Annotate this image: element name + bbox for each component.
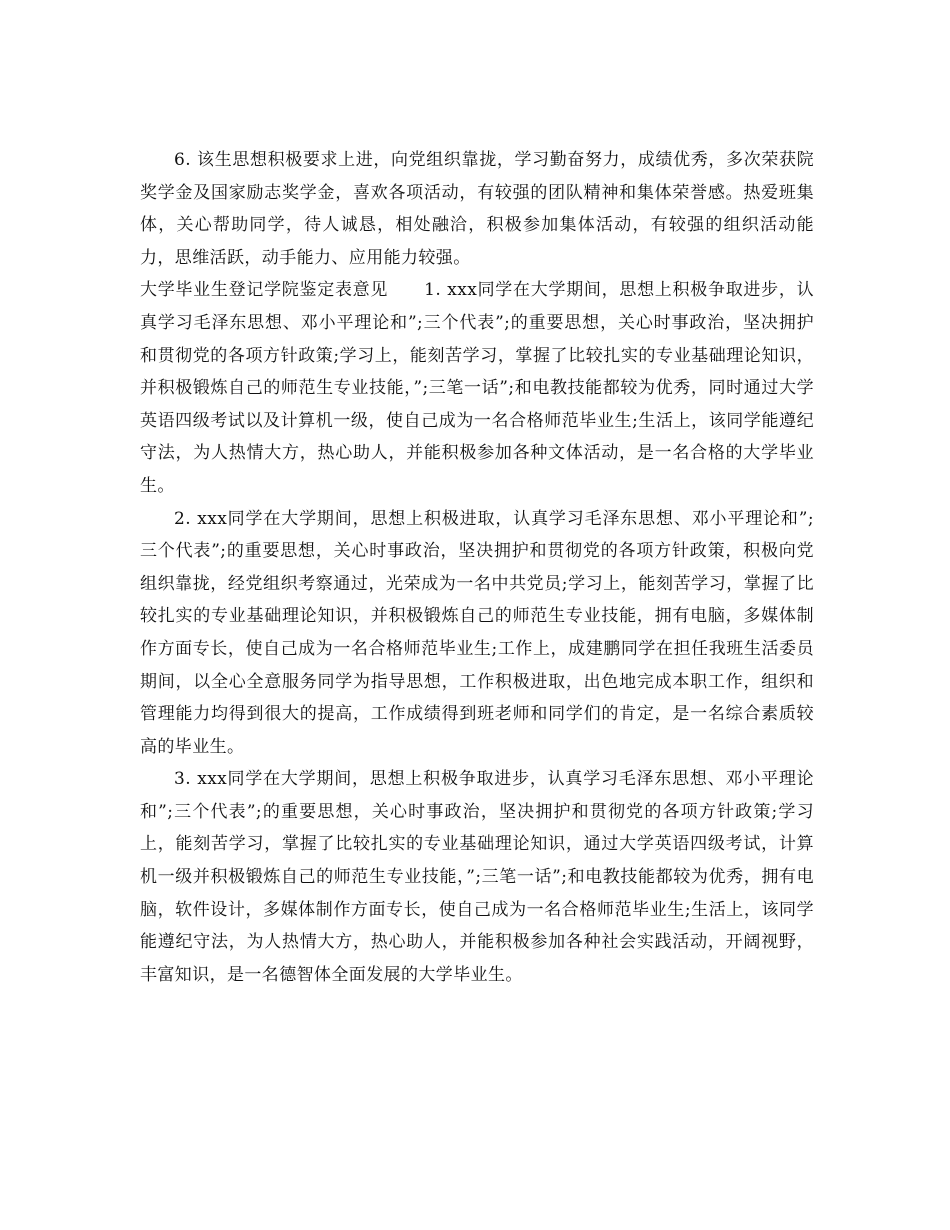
paragraph-1 xyxy=(140,274,814,502)
paragraph-6 xyxy=(140,144,814,274)
paragraph-3 xyxy=(140,763,814,991)
paragraph-2 xyxy=(140,503,814,764)
paragraph-6-text: 6. 该生思想积极要求上进，向党组织靠拢，学习勤奋努力，成绩优秀，多次荣获院奖学金及国家励志奖学金，喜欢各项活动，有较强的团队精神和集体荣誉感。热爱班集体，关心帮助同学，待人诚恳，相处融洽，积极参加集体活动，有较强的组织活动能力，思维活跃，动手能力、应用能力较强。 xyxy=(140,150,814,268)
paragraph-1-text: 1. xxx同学在大学期间，思想上积极争取进步，认真学习毛泽东思想、邓小平理论和”;三个代表”;的重要思想，关心时事政治，坚决拥护和贯彻党的各项方针政策;学习上，能刻苦学习，掌握了比较扎实的专业基础理论知识，并积极锻炼自己的师范生专业技能，”;三笔一话”;和电教技能都较为优秀，同时通过大学英语四级考试以及计算机一级，使自己成为一名合格师范毕业生;生活上，该同学能遵纪守法，为人热情大方，热心助人，并能积极参加各种文体活动，是一名合格的大学毕业生。 xyxy=(140,280,814,496)
paragraph-2-text: 2. xxx同学在大学期间，思想上积极进取，认真学习毛泽东思想、邓小平理论和”;三个代表”;的重要思想，关心时事政治，坚决拥护和贯彻党的各项方针政策，积极向党组织靠拢，经党组织考察通过，光荣成为一名中共党员;学习上，能刻苦学习，掌握了比较扎实的专业基础理论知识，并积极锻炼自己的师范生专业技能，拥有电脑，多媒体制作方面专长，使自己成为一名合格师范毕业生;工作上，成建鹏同学在担任我班生活委员期间，以全心全意服务同学为指导思想，工作积极进取，出色地完成本职工作，组织和管理能力均得到很大的提高，工作成绩得到班老师和同学们的肯定，是一名综合素质较高的毕业生。 xyxy=(140,508,814,757)
section-heading: 大学毕业生登记学院鉴定表意见 xyxy=(140,280,389,301)
paragraph-3-text: 3. xxx同学在大学期间，思想上积极争取进步，认真学习毛泽东思想、邓小平理论和”;三个代表”;的重要思想，关心时事政治，坚决拥护和贯彻党的各项方针政策;学习上，能刻苦学习，掌握了比较扎实的专业基础理论知识，通过大学英语四级考试，计算机一级并积极锻炼自己的师范生专业技能，”;三笔一话”;和电教技能都较为优秀，拥有电脑，软件设计，多媒体制作方面专长，使自己成为一名合格师范毕业生;生活上，该同学能遵纪守法，为人热情大方，热心助人，并能积极参加各种社会实践活动，开阔视野，丰富知识，是一名德智体全面发展的大学毕业生。 xyxy=(140,769,814,985)
